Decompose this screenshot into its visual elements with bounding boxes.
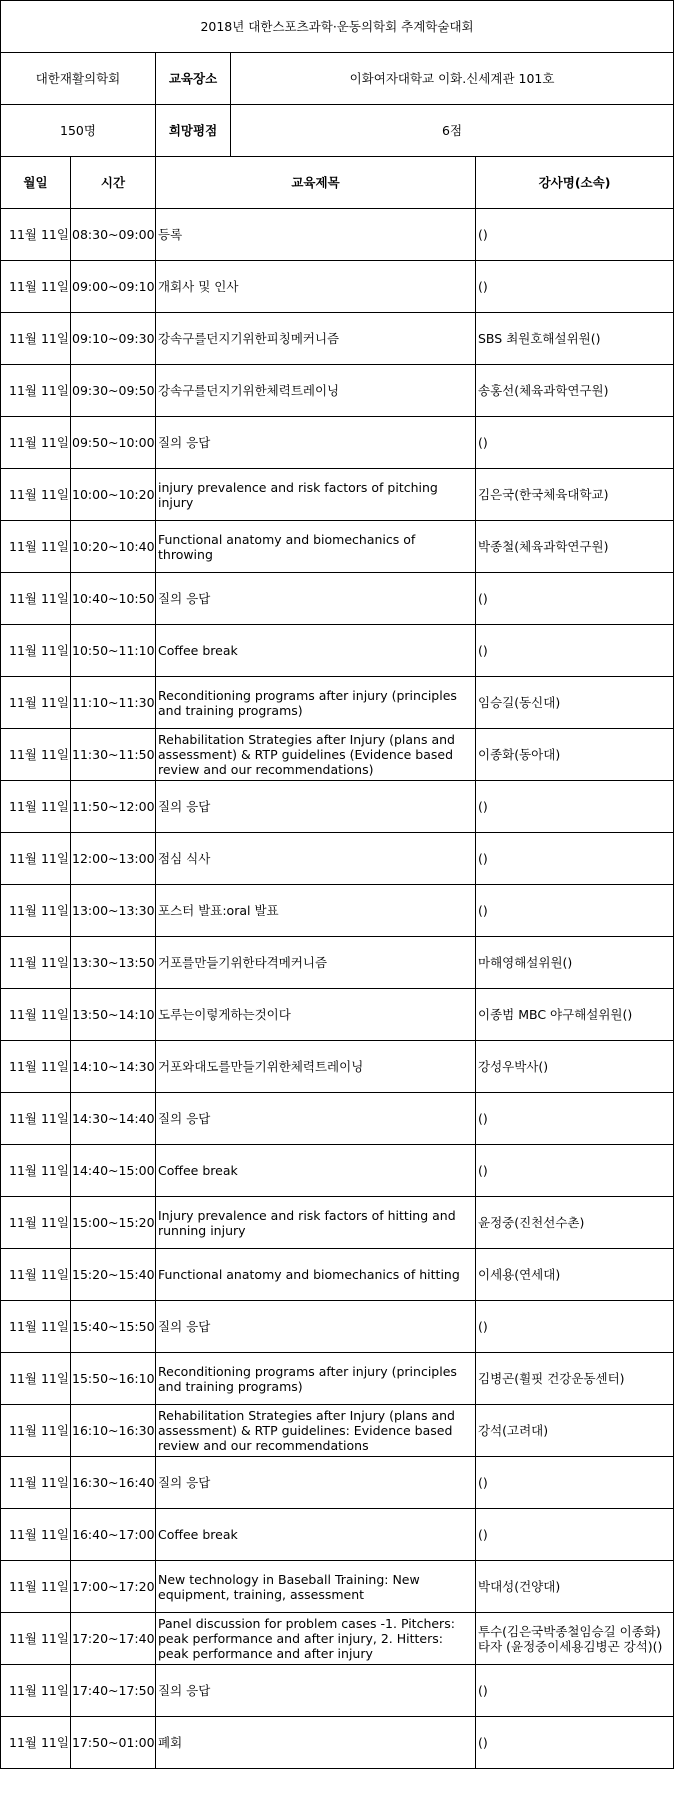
- schedule-title: 점심 식사: [156, 833, 476, 885]
- schedule-speaker: (): [476, 1301, 674, 1353]
- schedule-time: 13:30~13:50: [71, 937, 156, 989]
- schedule-date: 11월 11일: [1, 781, 71, 833]
- schedule-date: 11월 11일: [1, 1509, 71, 1561]
- schedule-row: [1, 833, 674, 885]
- schedule-row: [1, 1197, 674, 1249]
- credit-label: 희망평점: [156, 105, 231, 157]
- schedule-time: 10:00~10:20: [71, 469, 156, 521]
- schedule-row: [1, 677, 674, 729]
- schedule-date: 11월 11일: [1, 885, 71, 937]
- schedule-row: [1, 1665, 674, 1717]
- schedule-row: [1, 1717, 674, 1769]
- schedule-title: 강속구를던지기위한체력트레이닝: [156, 365, 476, 417]
- schedule-time: 14:40~15:00: [71, 1145, 156, 1197]
- schedule-time: 11:30~11:50: [71, 729, 156, 781]
- schedule-time: 17:40~17:50: [71, 1665, 156, 1717]
- schedule-time: 17:50~01:00: [71, 1717, 156, 1769]
- schedule-time: 10:40~10:50: [71, 573, 156, 625]
- schedule-speaker: (): [476, 833, 674, 885]
- organizer-row: [1, 53, 674, 105]
- schedule-speaker: 강석(고려대): [476, 1405, 674, 1457]
- schedule-date: 11월 11일: [1, 625, 71, 677]
- schedule-speaker: 이종범 MBC 야구해설위원(): [476, 989, 674, 1041]
- schedule-date: 11월 11일: [1, 1249, 71, 1301]
- schedule-title: 질의 응답: [156, 1093, 476, 1145]
- column-header-row: [1, 157, 674, 209]
- schedule-date: 11월 11일: [1, 937, 71, 989]
- event-title: 2018년 대한스포츠과학·운동의학회 추계학술대회: [1, 1, 674, 53]
- schedule-speaker: 박종철(체육과학연구원): [476, 521, 674, 573]
- schedule-row: [1, 313, 674, 365]
- schedule-speaker: (): [476, 1145, 674, 1197]
- header-speaker: 강사명(소속): [476, 157, 674, 209]
- schedule-row: [1, 1249, 674, 1301]
- schedule-time: 17:00~17:20: [71, 1561, 156, 1613]
- schedule-row: [1, 261, 674, 313]
- schedule-time: 08:30~09:00: [71, 209, 156, 261]
- schedule-row: [1, 1405, 674, 1457]
- schedule-row: [1, 1509, 674, 1561]
- schedule-row: [1, 1041, 674, 1093]
- schedule-time: 14:30~14:40: [71, 1093, 156, 1145]
- schedule-title: 강속구를던지기위한피칭메커니즘: [156, 313, 476, 365]
- schedule-time: 09:50~10:00: [71, 417, 156, 469]
- venue-label: 교육장소: [156, 53, 231, 105]
- schedule-date: 11월 11일: [1, 833, 71, 885]
- schedule-row: [1, 1457, 674, 1509]
- schedule-date: 11월 11일: [1, 1041, 71, 1093]
- schedule-date: 11월 11일: [1, 261, 71, 313]
- capacity-value: 150명: [1, 105, 156, 157]
- schedule-title: 등록: [156, 209, 476, 261]
- schedule-speaker: (): [476, 885, 674, 937]
- schedule-row: [1, 781, 674, 833]
- schedule-speaker: (): [476, 625, 674, 677]
- schedule-title: Reconditioning programs after injury (principles and training programs): [156, 1353, 476, 1405]
- schedule-date: 11월 11일: [1, 1301, 71, 1353]
- schedule-speaker: 마해영해설위원(): [476, 937, 674, 989]
- schedule-time: 10:20~10:40: [71, 521, 156, 573]
- schedule-date: 11월 11일: [1, 677, 71, 729]
- schedule-title: 개회사 및 인사: [156, 261, 476, 313]
- schedule-speaker: 김병곤(휠핏 건강운동센터): [476, 1353, 674, 1405]
- schedule-title: Coffee break: [156, 1145, 476, 1197]
- schedule-speaker: 송홍선(체육과학연구원): [476, 365, 674, 417]
- schedule-title: 거포와대도를만들기위한체력트레이닝: [156, 1041, 476, 1093]
- schedule-speaker: (): [476, 209, 674, 261]
- schedule-date: 11월 11일: [1, 1145, 71, 1197]
- schedule-date: 11월 11일: [1, 313, 71, 365]
- schedule-speaker: (): [476, 417, 674, 469]
- schedule-time: 09:00~09:10: [71, 261, 156, 313]
- schedule-date: 11월 11일: [1, 1613, 71, 1665]
- organizer-value: 대한재활의학회: [1, 53, 156, 105]
- schedule-title: 질의 응답: [156, 1301, 476, 1353]
- schedule-speaker: SBS 최원호해설위원(): [476, 313, 674, 365]
- schedule-speaker: 윤정중(진천선수촌): [476, 1197, 674, 1249]
- schedule-time: 13:50~14:10: [71, 989, 156, 1041]
- schedule-date: 11월 11일: [1, 573, 71, 625]
- schedule-time: 13:00~13:30: [71, 885, 156, 937]
- schedule-time: 16:10~16:30: [71, 1405, 156, 1457]
- schedule-speaker: (): [476, 1509, 674, 1561]
- schedule-title: 도루는이렇게하는것이다: [156, 989, 476, 1041]
- schedule-date: 11월 11일: [1, 1353, 71, 1405]
- schedule-speaker: (): [476, 1665, 674, 1717]
- schedule-date: 11월 11일: [1, 1561, 71, 1613]
- schedule-speaker: 김은국(한국체육대학교): [476, 469, 674, 521]
- schedule-title: New technology in Baseball Training: New equipment, training, assessment: [156, 1561, 476, 1613]
- schedule-title: Coffee break: [156, 625, 476, 677]
- schedule-row: [1, 1301, 674, 1353]
- schedule-title: 폐회: [156, 1717, 476, 1769]
- schedule-title: 포스터 발표:oral 발표: [156, 885, 476, 937]
- schedule-date: 11월 11일: [1, 209, 71, 261]
- schedule-time: 15:20~15:40: [71, 1249, 156, 1301]
- schedule-row: [1, 937, 674, 989]
- schedule-row: [1, 573, 674, 625]
- schedule-date: 11월 11일: [1, 521, 71, 573]
- schedule-speaker: 임승길(동신대): [476, 677, 674, 729]
- schedule-time: 16:30~16:40: [71, 1457, 156, 1509]
- schedule-row: [1, 365, 674, 417]
- schedule-time: 09:10~09:30: [71, 313, 156, 365]
- schedule-date: 11월 11일: [1, 469, 71, 521]
- schedule-speaker: 투수(김은국박종철임승길 이종화) 타자 (윤정중이세용김병곤 강석)(): [476, 1613, 674, 1665]
- schedule-speaker: (): [476, 573, 674, 625]
- schedule-date: 11월 11일: [1, 1717, 71, 1769]
- schedule-date: 11월 11일: [1, 365, 71, 417]
- schedule-date: 11월 11일: [1, 729, 71, 781]
- schedule-title: 질의 응답: [156, 1457, 476, 1509]
- schedule-time: 09:30~09:50: [71, 365, 156, 417]
- schedule-title: Rehabilitation Strategies after Injury (plans and assessment) & RTP guidelines (Evidence based review and our recommendations): [156, 729, 476, 781]
- header-date: 월일: [1, 157, 71, 209]
- schedule-time: 17:20~17:40: [71, 1613, 156, 1665]
- schedule-time: 11:50~12:00: [71, 781, 156, 833]
- schedule-row: [1, 885, 674, 937]
- schedule-row: [1, 1093, 674, 1145]
- schedule-title: Functional anatomy and biomechanics of hitting: [156, 1249, 476, 1301]
- schedule-title: 질의 응답: [156, 573, 476, 625]
- header-title: 교육제목: [156, 157, 476, 209]
- schedule-time: 16:40~17:00: [71, 1509, 156, 1561]
- schedule-title: 거포를만들기위한타격메커니즘: [156, 937, 476, 989]
- event-title-row: [1, 1, 674, 53]
- schedule-speaker: (): [476, 781, 674, 833]
- schedule-title: Rehabilitation Strategies after Injury (plans and assessment) & RTP guidelines: Evidence based review and our recommendations: [156, 1405, 476, 1457]
- header-time: 시간: [71, 157, 156, 209]
- schedule-speaker: 이세용(연세대): [476, 1249, 674, 1301]
- schedule-row: [1, 729, 674, 781]
- schedule-row: [1, 417, 674, 469]
- schedule-title: 질의 응답: [156, 1665, 476, 1717]
- schedule-date: 11월 11일: [1, 1197, 71, 1249]
- schedule-speaker: (): [476, 1457, 674, 1509]
- schedule-date: 11월 11일: [1, 1093, 71, 1145]
- schedule-row: [1, 469, 674, 521]
- schedule-time: 15:40~15:50: [71, 1301, 156, 1353]
- schedule-row: [1, 1353, 674, 1405]
- schedule-time: 14:10~14:30: [71, 1041, 156, 1093]
- schedule-speaker: (): [476, 1717, 674, 1769]
- credit-value: 6점: [231, 105, 674, 157]
- schedule-speaker: 박대성(건양대): [476, 1561, 674, 1613]
- schedule-row: [1, 1145, 674, 1197]
- schedule-row: [1, 989, 674, 1041]
- schedule-title: Panel discussion for problem cases -1. Pitchers: peak performance and after injury, 2. Hitters: peak performance and after injury: [156, 1613, 476, 1665]
- schedule-title: 질의 응답: [156, 417, 476, 469]
- schedule-date: 11월 11일: [1, 1665, 71, 1717]
- capacity-row: [1, 105, 674, 157]
- schedule-time: 15:00~15:20: [71, 1197, 156, 1249]
- schedule-time: 15:50~16:10: [71, 1353, 156, 1405]
- schedule-date: 11월 11일: [1, 1405, 71, 1457]
- schedule-row: [1, 521, 674, 573]
- schedule-speaker: 이종화(동아대): [476, 729, 674, 781]
- schedule-time: 10:50~11:10: [71, 625, 156, 677]
- schedule-time: 12:00~13:00: [71, 833, 156, 885]
- schedule-title: Injury prevalence and risk factors of hitting and running injury: [156, 1197, 476, 1249]
- schedule-date: 11월 11일: [1, 1457, 71, 1509]
- schedule-row: [1, 625, 674, 677]
- schedule-title: Functional anatomy and biomechanics of throwing: [156, 521, 476, 573]
- schedule-title: 질의 응답: [156, 781, 476, 833]
- schedule-speaker: (): [476, 261, 674, 313]
- schedule-title: Reconditioning programs after injury (principles and training programs): [156, 677, 476, 729]
- schedule-date: 11월 11일: [1, 989, 71, 1041]
- schedule-speaker: 강성우박사(): [476, 1041, 674, 1093]
- schedule-row: [1, 209, 674, 261]
- schedule-row: [1, 1561, 674, 1613]
- schedule-title: Coffee break: [156, 1509, 476, 1561]
- venue-value: 이화여자대학교 이화.신세계관 101호: [231, 53, 674, 105]
- schedule-date: 11월 11일: [1, 417, 71, 469]
- schedule-title: injury prevalence and risk factors of pitching injury: [156, 469, 476, 521]
- schedule-time: 11:10~11:30: [71, 677, 156, 729]
- schedule-speaker: (): [476, 1093, 674, 1145]
- schedule-row: [1, 1613, 674, 1665]
